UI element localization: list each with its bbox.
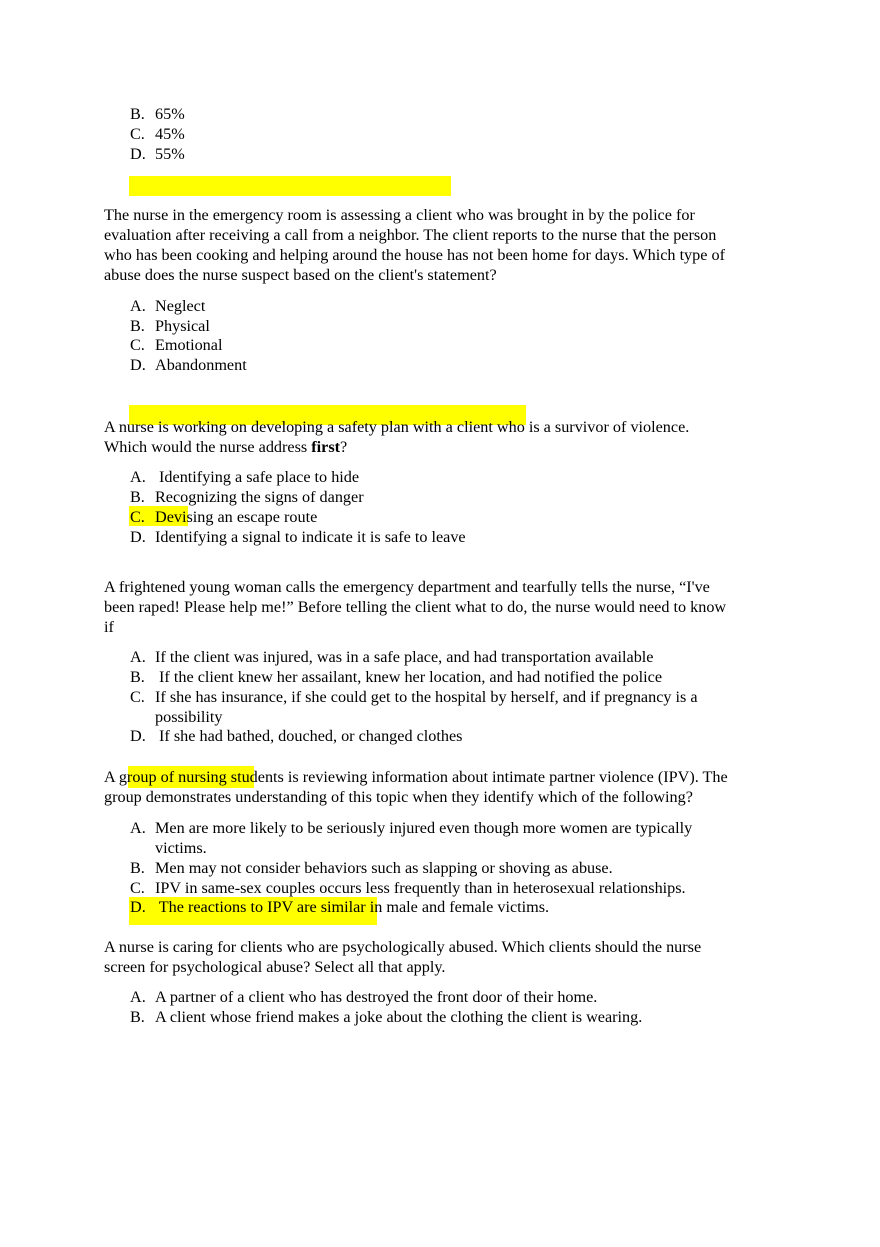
emphasis-first: first (311, 438, 341, 456)
question-stem: A nurse is working on developing a safety plan with a client who is a survivor of violence. Which would the nurse address first? (104, 418, 690, 456)
highlight-bar-1 (129, 176, 451, 196)
question-stem: A nurse is caring for clients who are psychologically abused. Which clients should the nurse screen for psychological abuse? Select all that apply. (104, 938, 702, 976)
document-page: B. 65% C. 45% D. 55% The nurse in the emergency room is assessing a client who was brought in by the police for evaluation after receiving a call from a neighbor. The client reports to the nurse that the person who has been cooking and helping around the house has not been home for days. Which type of abuse does the nurse suspect based on the client's statement? A. Neglect B. Physical C. Emotional D. Abandonment A nurse is working on developing a safety plan with a client who is a survivor of violence. Which would the nurse address first? A. Identifying a safe place to hide B. Recognizing the signs of danger C. Devising an escape route D. Identifying a signal to indicate it is safe to leave A frightened young woman calls the emergency department and tearfully tells the nurse, “I've been raped! Please help me!” Before telling the client what to do, the nurse would need to know if A. If the client was injured, was in a safe place, and had transportation available B. If the client knew her assailant, knew her location, and had notified the police C. If she has insurance, if she could get to the hospital by herself, and if pregnancy is a possibility D. If she had bathed, douched, or changed clothes A group of nursing students is reviewing information about intimate partner violence (IPV). The group demonstrates understanding of this topic when they identify which of the following? A. Men are more likely to be seriously injured even though more women are typically victims. B. Men may not consider behaviors such as slapping or shoving as abuse. C. IPV in same-sex couples occurs less frequently than in heterosexual relationships. D. The reactions to IPV are similar in male and female victims. A nurse is caring for clients who are psychologically abused. Which clients should the nurse screen for psychological abuse? Select all that apply. A. A partner of a client who has destroyed the front door of their home. B. A client whose friend makes a joke about the clothing the client is wearing. (104, 105, 728, 1026)
question-stem: A frightened young woman calls the emergency department and tearfully tells the nurse, “I've been raped! Please help me!” Before telling the client what to do, the nurse would need to know if (104, 578, 727, 636)
stem-line-with-emphasis: Which would the nurse address first? (104, 438, 348, 456)
question-stem: A group of nursing students is reviewing information about intimate partner violence (IPV). The group demonstrates understanding of this topic when they identify which of the following? (104, 768, 728, 806)
question-stem: The nurse in the emergency room is assessing a client who was brought in by the police for evaluation after receiving a call from a neighbor. The client reports to the nurse that the person who has been cooking and helping around the house has not been home for days. Which type of abuse does the nurse suspect based on the client's statement? (104, 206, 725, 284)
